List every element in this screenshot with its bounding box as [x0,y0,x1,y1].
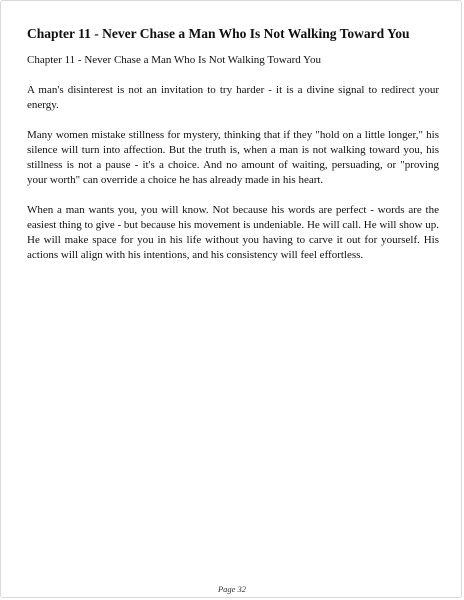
paragraph-3: When a man wants you, you will know. Not because his words are perfect - words are the easiest thing to give - but because his movement is undeniable. He will call. He will show up. He will make space for you in his life without you having to carve it out for yourself. His actions will align with his intentions, and his consistency will feel effortless. [27,204,439,261]
paragraph-1: A man's disinterest is not an invitation to try harder - it is a divine signal to redirect your energy. [27,84,439,111]
chapter-subtitle: Chapter 11 - Never Chase a Man Who Is Not Walking Toward You [27,54,321,66]
paragraph-2: Many women mistake stillness for mystery, thinking that if they "hold on a little longer," his silence will turn into affection. But the truth is, when a man is not walking toward you, his stillness is not a pause - it's a choice. And no amount of waiting, persuading, or "proving your worth" can override a choice he has already made in his heart. [27,129,439,186]
page-number: Page 32 [217,584,247,594]
chapter-heading: Chapter 11 - Never Chase a Man Who Is Not Walking Toward You [27,26,410,41]
page-content [27,25,439,278]
